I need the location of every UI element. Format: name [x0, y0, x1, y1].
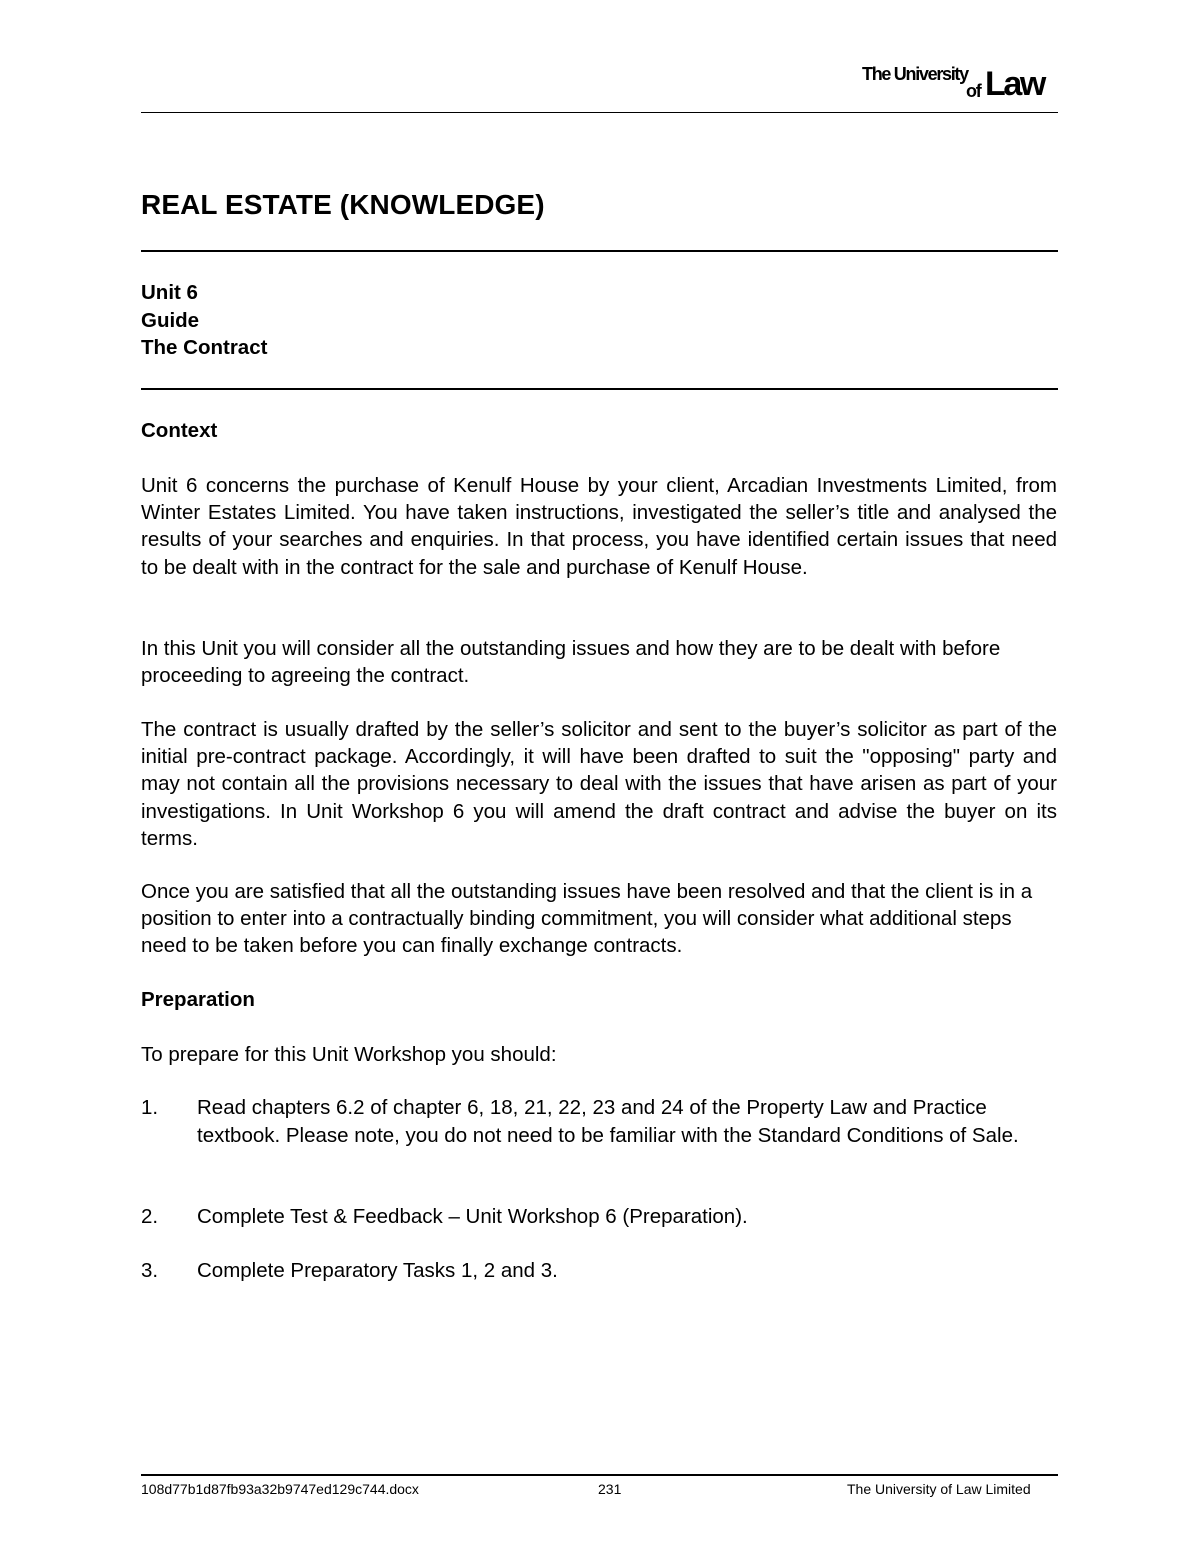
title-rule	[141, 250, 1058, 252]
university-logo	[858, 64, 1062, 104]
context-heading: Context	[141, 419, 218, 442]
context-paragraph-1: Unit 6 concerns the purchase of Kenulf House by your client, Arcadian Investments Limited, from Winter Estates Limited. You have taken instructions, investigated the seller’s title and analysed the results of your searches and enquiries. In that process, you have identified certain issues that need to be dealt with in the contract for the sale and purchase of Kenulf House.	[141, 474, 1057, 579]
context-paragraph-3: The contract is usually drafted by the seller’s solicitor and sent to the buyer’s solicitor as part of the initial pre-contract package. Accordingly, it will have been drafted to suit the "opposing" party and may not contain all the provisions necessary to deal with the issues that have arisen as part of your investigations. In Unit Workshop 6 you will amend the draft contract and advise the buyer on its terms.	[141, 718, 1057, 850]
footer-page-number: 231	[598, 1481, 622, 1497]
unit-block	[141, 279, 267, 362]
list-item-number: 3.	[141, 1259, 159, 1282]
footer-rule	[141, 1474, 1058, 1476]
context-paragraph-2: In this Unit you will consider all the outstanding issues and how they are to be dealt with before proceeding to agreeing the contract.	[141, 637, 1001, 688]
preparation-heading: Preparation	[141, 988, 255, 1011]
preparation-intro: To prepare for this Unit Workshop you should:	[141, 1043, 557, 1066]
unit-rule	[141, 388, 1058, 390]
logo-line-2: of	[966, 81, 981, 101]
list-item	[141, 1094, 1057, 1149]
list-item	[141, 1257, 1057, 1285]
document-title: REAL ESTATE (KNOWLEDGE)	[141, 189, 545, 220]
list-item-number: 2.	[141, 1205, 159, 1228]
list-item-number: 1.	[141, 1096, 159, 1119]
list-item-text: Complete Preparatory Tasks 1, 2 and 3.	[197, 1259, 558, 1282]
list-item	[141, 1203, 1057, 1231]
list-item-text: Read chapters 6.2 of chapter 6, 18, 21, 22, 23 and 24 of the Property Law and Practice textbook. Please note, you do not need to be familiar with the Standard Conditions of Sale.	[197, 1096, 1019, 1147]
context-paragraph-4: Once you are satisfied that all the outstanding issues have been resolved and that the client is in a position to enter into a contractually binding commitment, you will consider what additional steps need to be taken before you can finally exchange contracts.	[141, 880, 1033, 958]
unit-number: Unit 6	[141, 281, 198, 304]
unit-subject: The Contract	[141, 336, 268, 359]
footer-filename: 108d77b1d87fb93a32b9747ed129c744.docx	[141, 1481, 419, 1497]
list-item-text: Complete Test & Feedback – Unit Workshop 6 (Preparation).	[197, 1205, 748, 1228]
unit-type: Guide	[141, 308, 200, 332]
header-rule	[141, 112, 1058, 113]
logo-line-1: The University	[862, 64, 968, 84]
logo-line-3: Law	[985, 65, 1044, 103]
footer-publisher: The University of Law Limited	[847, 1481, 1031, 1497]
